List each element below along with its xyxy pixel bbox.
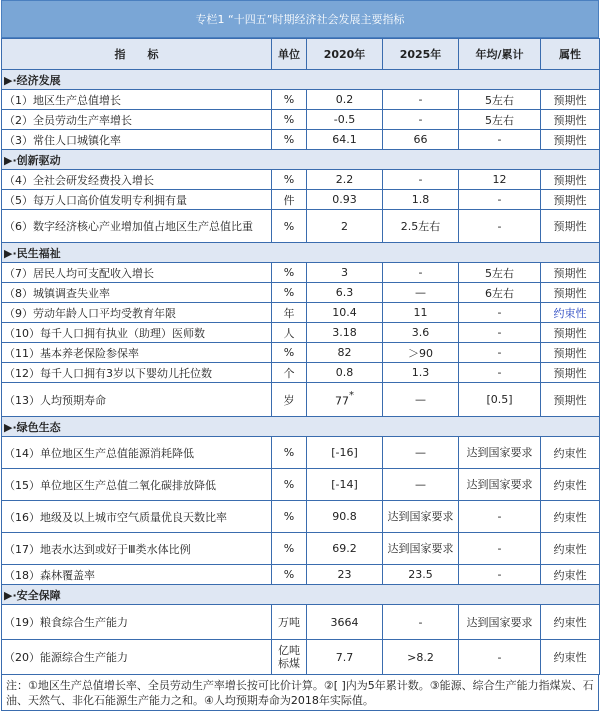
table-row [2,640,600,675]
row-attr: 约束性 [541,437,600,469]
row-name: （4）全社会研发经费投入增长 [2,170,272,190]
row-2025: 11 [383,303,459,323]
footnote-mark: * [349,389,354,401]
table-title: 专栏1 “十四五”时期经济社会发展主要指标 [1,0,599,38]
indicator-table-container [1,0,599,711]
row-2020: 0.93 [307,190,383,210]
row-2020: 69.2 [307,533,383,565]
row-unit: 人 [272,323,307,343]
row-attr: 预期性 [541,210,600,243]
row-unit: % [272,533,307,565]
section-safe: ▶·安全保障 [2,585,600,605]
row-name: （12）每千人口拥有3岁以下婴幼儿托位数 [2,363,272,383]
table-row [2,303,600,323]
row-unit: % [272,210,307,243]
row-2025: 1.8 [383,190,459,210]
row-unit: % [272,565,307,585]
row-unit: % [272,283,307,303]
row-name: （5）每万人口高价值发明专利拥有量 [2,190,272,210]
row-2025: - [383,90,459,110]
table-row [2,383,600,417]
row-name: （9）劳动年龄人口平均受教育年限 [2,303,272,323]
row-2020: 7.7 [307,640,383,675]
row-name: （2）全员劳动生产率增长 [2,110,272,130]
table-row [2,90,600,110]
row-attr: 约束性 [541,501,600,533]
row-2020: 10.4 [307,303,383,323]
row-unit: % [272,343,307,363]
row-avg: - [459,343,541,363]
row-name: （15）单位地区生产总值二氧化碳排放降低 [2,469,272,501]
row-attr: 约束性 [541,469,600,501]
table-row [2,343,600,363]
row-2025: 66 [383,130,459,150]
row-2025: - [383,605,459,640]
row-name: （13）人均预期寿命 [2,383,272,417]
row-name: （20）能源综合生产能力 [2,640,272,675]
row-avg: 达到国家要求 [459,437,541,469]
row-unit: % [272,469,307,501]
row-name: （8）城镇调查失业率 [2,283,272,303]
row-avg: - [459,303,541,323]
row-unit: % [272,90,307,110]
row-name: （3）常住人口城镇化率 [2,130,272,150]
row-2020: 0.8 [307,363,383,383]
row-avg: - [459,565,541,585]
row-attr: 约束性 [541,303,600,323]
row-avg: - [459,130,541,150]
row-attr: 预期性 [541,343,600,363]
table-row [2,363,600,383]
row-name: （1）地区生产总值增长 [2,90,272,110]
row-2025: — [383,469,459,501]
row-2020-value: 77 [335,394,349,408]
section-innov: ▶·创新驱动 [2,150,600,170]
row-attr: 预期性 [541,190,600,210]
row-2025: — [383,383,459,417]
table-header-row [2,39,600,70]
table-row [2,110,600,130]
row-name: （17）地表水达到或好于Ⅲ类水体比例 [2,533,272,565]
row-unit: % [272,110,307,130]
row-name: （10）每千人口拥有执业（助理）医师数 [2,323,272,343]
row-unit: % [272,263,307,283]
row-unit: % [272,437,307,469]
row-2025: 1.3 [383,363,459,383]
row-2020: 3.18 [307,323,383,343]
row-avg: 5左右 [459,90,541,110]
row-unit: 个 [272,363,307,383]
row-2020: 64.1 [307,130,383,150]
row-2020: 6.3 [307,283,383,303]
row-attr: 预期性 [541,263,600,283]
row-avg: - [459,363,541,383]
row-name: （7）居民人均可支配收入增长 [2,263,272,283]
row-2025: 达到国家要求 [383,533,459,565]
section-econ: ▶·经济发展 [2,70,600,90]
row-2020: 82 [307,343,383,363]
row-unit: % [272,170,307,190]
row-unit: % [272,501,307,533]
row-name: （6）数字经济核心产业增加值占地区生产总值比重 [2,210,272,243]
table-row [2,437,600,469]
row-unit: 万吨 [272,605,307,640]
row-avg: 达到国家要求 [459,469,541,501]
row-2025: 达到国家要求 [383,501,459,533]
row-avg: 6左右 [459,283,541,303]
row-attr: 约束性 [541,640,600,675]
row-2020: 90.8 [307,501,383,533]
table-row [2,469,600,501]
row-attr: 预期性 [541,283,600,303]
row-avg: [0.5] [459,383,541,417]
col-header-2020: 2020年 [307,39,383,70]
row-2025: — [383,437,459,469]
row-2020: 23 [307,565,383,585]
row-attr: 约束性 [541,565,600,585]
row-2025: 2.5左右 [383,210,459,243]
table-row [2,210,600,243]
row-name: （11）基本养老保险参保率 [2,343,272,363]
row-name: （18）森林覆盖率 [2,565,272,585]
row-attr: 约束性 [541,533,600,565]
row-avg: 达到国家要求 [459,605,541,640]
row-unit: 亿吨标煤 [272,640,307,675]
row-2025: >8.2 [383,640,459,675]
row-name: （16）地级及以上城市空气质量优良天数比率 [2,501,272,533]
row-avg: - [459,501,541,533]
row-unit: % [272,130,307,150]
section-row [2,417,600,437]
row-avg: - [459,210,541,243]
col-header-attr: 属性 [541,39,600,70]
col-header-2025: 2025年 [383,39,459,70]
footnote: 注：①地区生产总值增长率、全员劳动生产率增长按可比价计算。②[ ]内为5年累计数。③能源、综合生产能力指煤炭、石油、天然气、非化石能源生产能力之和。④人均预期寿命为2018年实际值。 [1,675,599,711]
row-attr: 预期性 [541,130,600,150]
row-attr: 预期性 [541,383,600,417]
row-2020: 2.2 [307,170,383,190]
row-avg: - [459,323,541,343]
section-row [2,243,600,263]
col-header-unit: 单位 [272,39,307,70]
row-attr: 预期性 [541,323,600,343]
table-row [2,130,600,150]
section-green: ▶·绿色生态 [2,417,600,437]
table-row [2,605,600,640]
row-2020 [307,383,383,417]
row-unit: 件 [272,190,307,210]
row-avg: - [459,640,541,675]
indicator-table [1,38,600,675]
row-2020: 3664 [307,605,383,640]
row-2020: 0.2 [307,90,383,110]
row-avg: - [459,190,541,210]
row-2020: -0.5 [307,110,383,130]
row-2025: - [383,170,459,190]
table-row [2,565,600,585]
table-row [2,533,600,565]
row-2020: [-16] [307,437,383,469]
row-avg: 5左右 [459,263,541,283]
row-attr: 预期性 [541,170,600,190]
row-2025: ＞90 [383,343,459,363]
row-avg: 5左右 [459,110,541,130]
row-2025: 3.6 [383,323,459,343]
section-welfare: ▶·民生福祉 [2,243,600,263]
row-avg: 12 [459,170,541,190]
row-attr: 预期性 [541,110,600,130]
col-header-avg: 年均/累计 [459,39,541,70]
row-unit: 年 [272,303,307,323]
row-attr: 预期性 [541,363,600,383]
row-avg: - [459,533,541,565]
row-2025: 23.5 [383,565,459,585]
row-2020: [-14] [307,469,383,501]
row-2025: — [383,283,459,303]
section-row [2,585,600,605]
table-row [2,283,600,303]
row-attr: 约束性 [541,605,600,640]
section-row [2,70,600,90]
table-row [2,190,600,210]
row-name: （14）单位地区生产总值能源消耗降低 [2,437,272,469]
table-row [2,170,600,190]
row-2025: - [383,263,459,283]
table-row [2,263,600,283]
table-row [2,501,600,533]
row-2025: - [383,110,459,130]
row-name: （19）粮食综合生产能力 [2,605,272,640]
row-unit: 岁 [272,383,307,417]
table-row [2,323,600,343]
row-2020: 2 [307,210,383,243]
section-row [2,150,600,170]
row-2020: 3 [307,263,383,283]
col-header-indicator: 指 标 [2,39,272,70]
row-attr: 预期性 [541,90,600,110]
